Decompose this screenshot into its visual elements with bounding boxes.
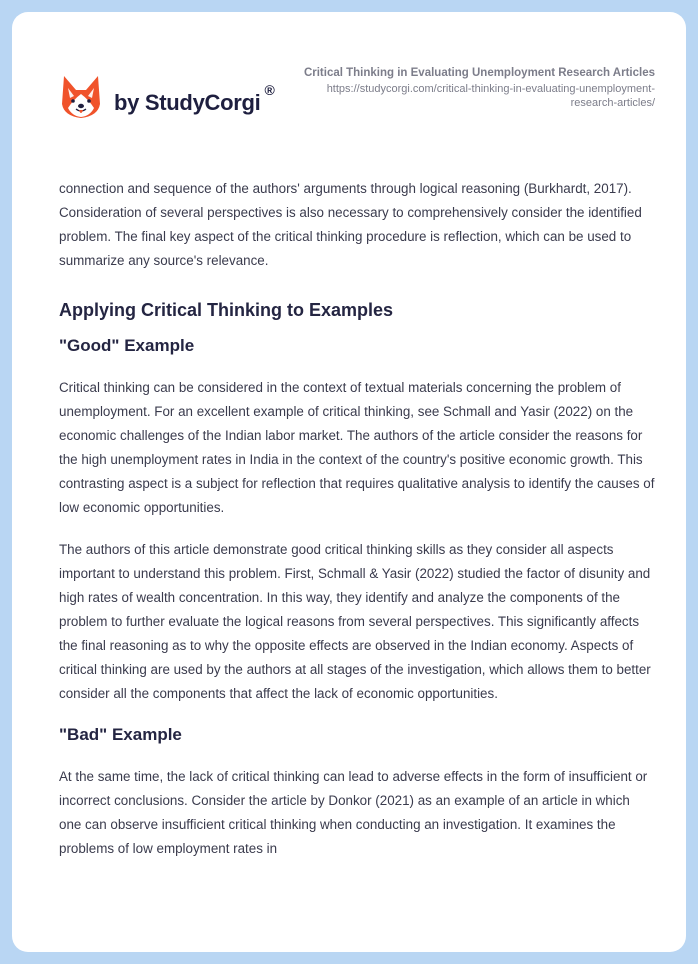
studycorgi-logo[interactable] xyxy=(60,74,275,125)
document-header xyxy=(12,12,686,152)
bad-example-paragraph-1: At the same time, the lack of critical thinking can lead to adverse effects in the form of insufficient or incorrect conclusions. Consider the article by Donkor (2021) as an example of an article in which one can observe insufficient critical thinking when conducting an investigation. It examines the problems of low employment rates in xyxy=(59,769,648,856)
brand-name: by StudyCorgi xyxy=(114,89,261,115)
section-heading: Applying Critical Thinking to Examples xyxy=(59,300,394,320)
corgi-logo-icon xyxy=(60,74,102,125)
document-title: Critical Thinking in Evaluating Unemployment Research Articles xyxy=(303,67,655,79)
bad-example-heading: "Bad" Example xyxy=(59,725,182,744)
good-example-paragraph-2: The authors of this article demonstrate good critical thinking skills as they consider all aspects important to understand this problem. First, Schmall & Yasir (2022) studied the factor of disunity and high rates of wealth concentration. In this way, they identify and analyze the components of the problem to further evaluate the logical reasons from several perspectives. This significantly affects the final reasoning as to why the opposite effects are observed in the Indian economy. Aspects of critical thinking are used by the authors at all stages of the investigation, which allows them to better consider all the components that affect the lack of economic opportunities. xyxy=(59,542,651,701)
document-card xyxy=(12,12,686,952)
document-meta xyxy=(295,66,655,110)
article-body xyxy=(59,177,655,861)
intro-paragraph: connection and sequence of the authors' arguments through logical reasoning (Burkhardt, 2017). Consideration of several perspectives is also necessary to comprehensively consider the identified problem. The final key aspect of the critical thinking procedure is reflection, which can be used to summarize any source's relevance. xyxy=(59,181,642,268)
registered-mark: ® xyxy=(264,81,275,98)
document-url[interactable]: https://studycorgi.com/critical-thinking-in-evaluating-unemployment-research-articles/ xyxy=(326,83,655,109)
good-example-paragraph-1: Critical thinking can be considered in the context of textual materials concerning the problem of unemployment. For an excellent example of critical thinking, see Schmall and Yasir (2022) on the economic challenges of the Indian labor market. The authors of the article consider the reasons for the high unemployment rates in India in the context of the country's positive economic growth. This contrasting aspect is a subject for reflection that requires qualitative analysis to identify the causes of low economic opportunities. xyxy=(59,380,655,515)
good-example-heading: "Good" Example xyxy=(59,336,195,355)
